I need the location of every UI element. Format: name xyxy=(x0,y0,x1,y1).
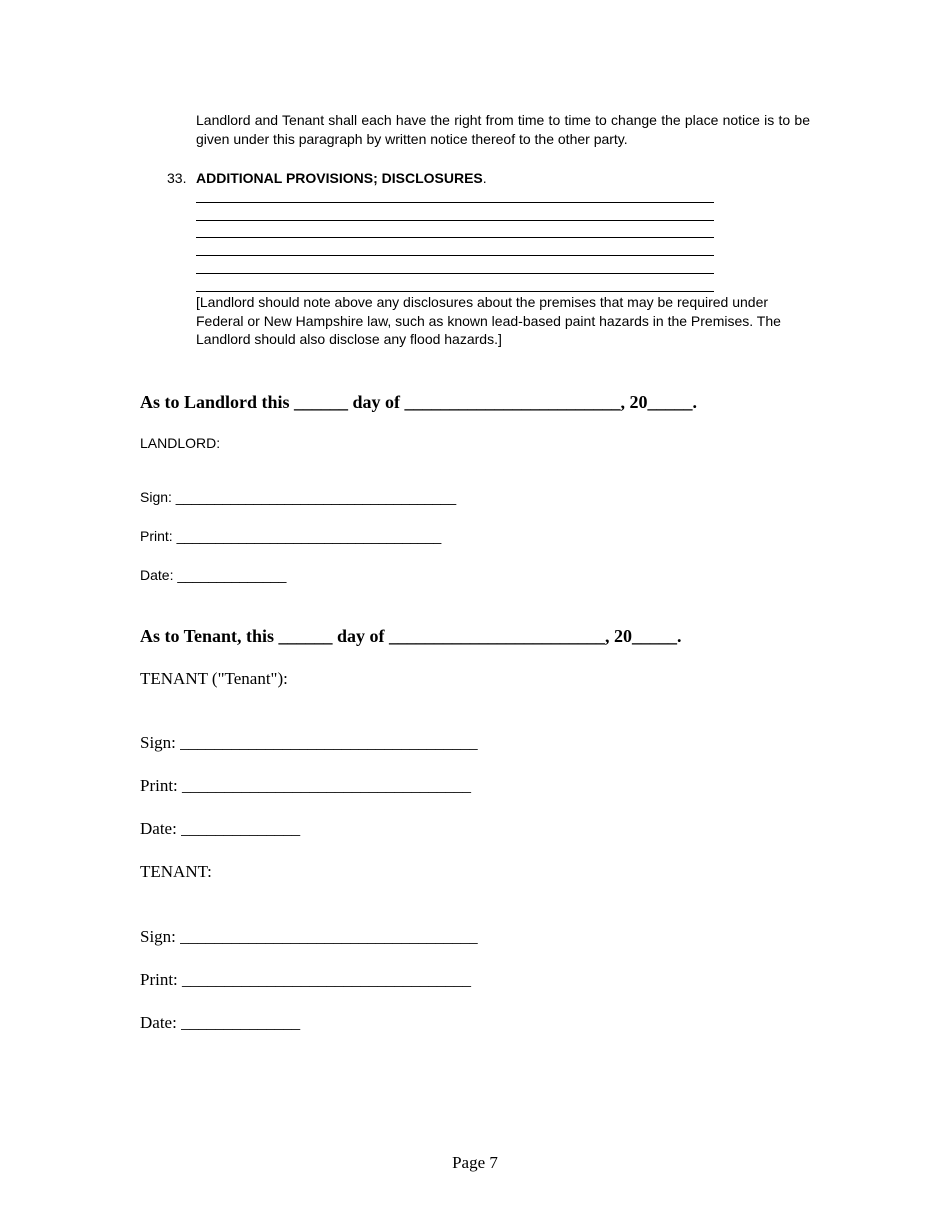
tenant-2-label: TENANT: xyxy=(140,862,212,881)
blank-line[interactable] xyxy=(196,237,714,238)
blank-line[interactable] xyxy=(196,202,714,203)
landlord-sign-line[interactable]: Sign: ____________________________________ xyxy=(140,489,457,505)
section-title-period: . xyxy=(482,170,487,186)
tenant-2-print-line[interactable]: Print: __________________________________ xyxy=(140,970,472,989)
notice-change-paragraph: Landlord and Tenant shall each have the right from time to time to change the place notice is to be given under this paragraph by written notice thereof to the other party. xyxy=(196,112,810,147)
section-number: 33. xyxy=(167,170,187,186)
tenant-sign-line[interactable]: Sign: ___________________________________ xyxy=(140,733,478,752)
disclosure-note: [Landlord should note above any disclosures about the premises that may be required under Federal or New Hampshire law, such as known lead-based paint hazards in the Premises. The Landlord should also disclose any flood hazards.] xyxy=(196,294,781,347)
landlord-heading: As to Landlord this ______ day of ________________________, 20_____. xyxy=(140,392,698,412)
landlord-print-line[interactable]: Print: __________________________________ xyxy=(140,528,442,544)
tenant-2-date-line[interactable]: Date: ______________ xyxy=(140,1013,301,1032)
section-title-text: ADDITIONAL PROVISIONS; DISCLOSURES xyxy=(196,170,483,186)
tenant-label: TENANT ("Tenant"): xyxy=(140,669,288,688)
blank-line[interactable] xyxy=(196,273,714,274)
tenant-heading: As to Tenant, this ______ day of ________________________, 20_____. xyxy=(140,626,682,646)
tenant-date-line[interactable]: Date: ______________ xyxy=(140,819,301,838)
landlord-date-line[interactable]: Date: ______________ xyxy=(140,567,287,583)
tenant-print-line[interactable]: Print: __________________________________ xyxy=(140,776,472,795)
page-number: Page 7 xyxy=(452,1153,498,1172)
landlord-label: LANDLORD: xyxy=(140,435,221,451)
tenant-2-sign-line[interactable]: Sign: ___________________________________ xyxy=(140,927,478,946)
blank-line[interactable] xyxy=(196,291,714,292)
section-title xyxy=(196,169,487,188)
blank-line[interactable] xyxy=(196,255,714,256)
blank-line[interactable] xyxy=(196,220,714,221)
